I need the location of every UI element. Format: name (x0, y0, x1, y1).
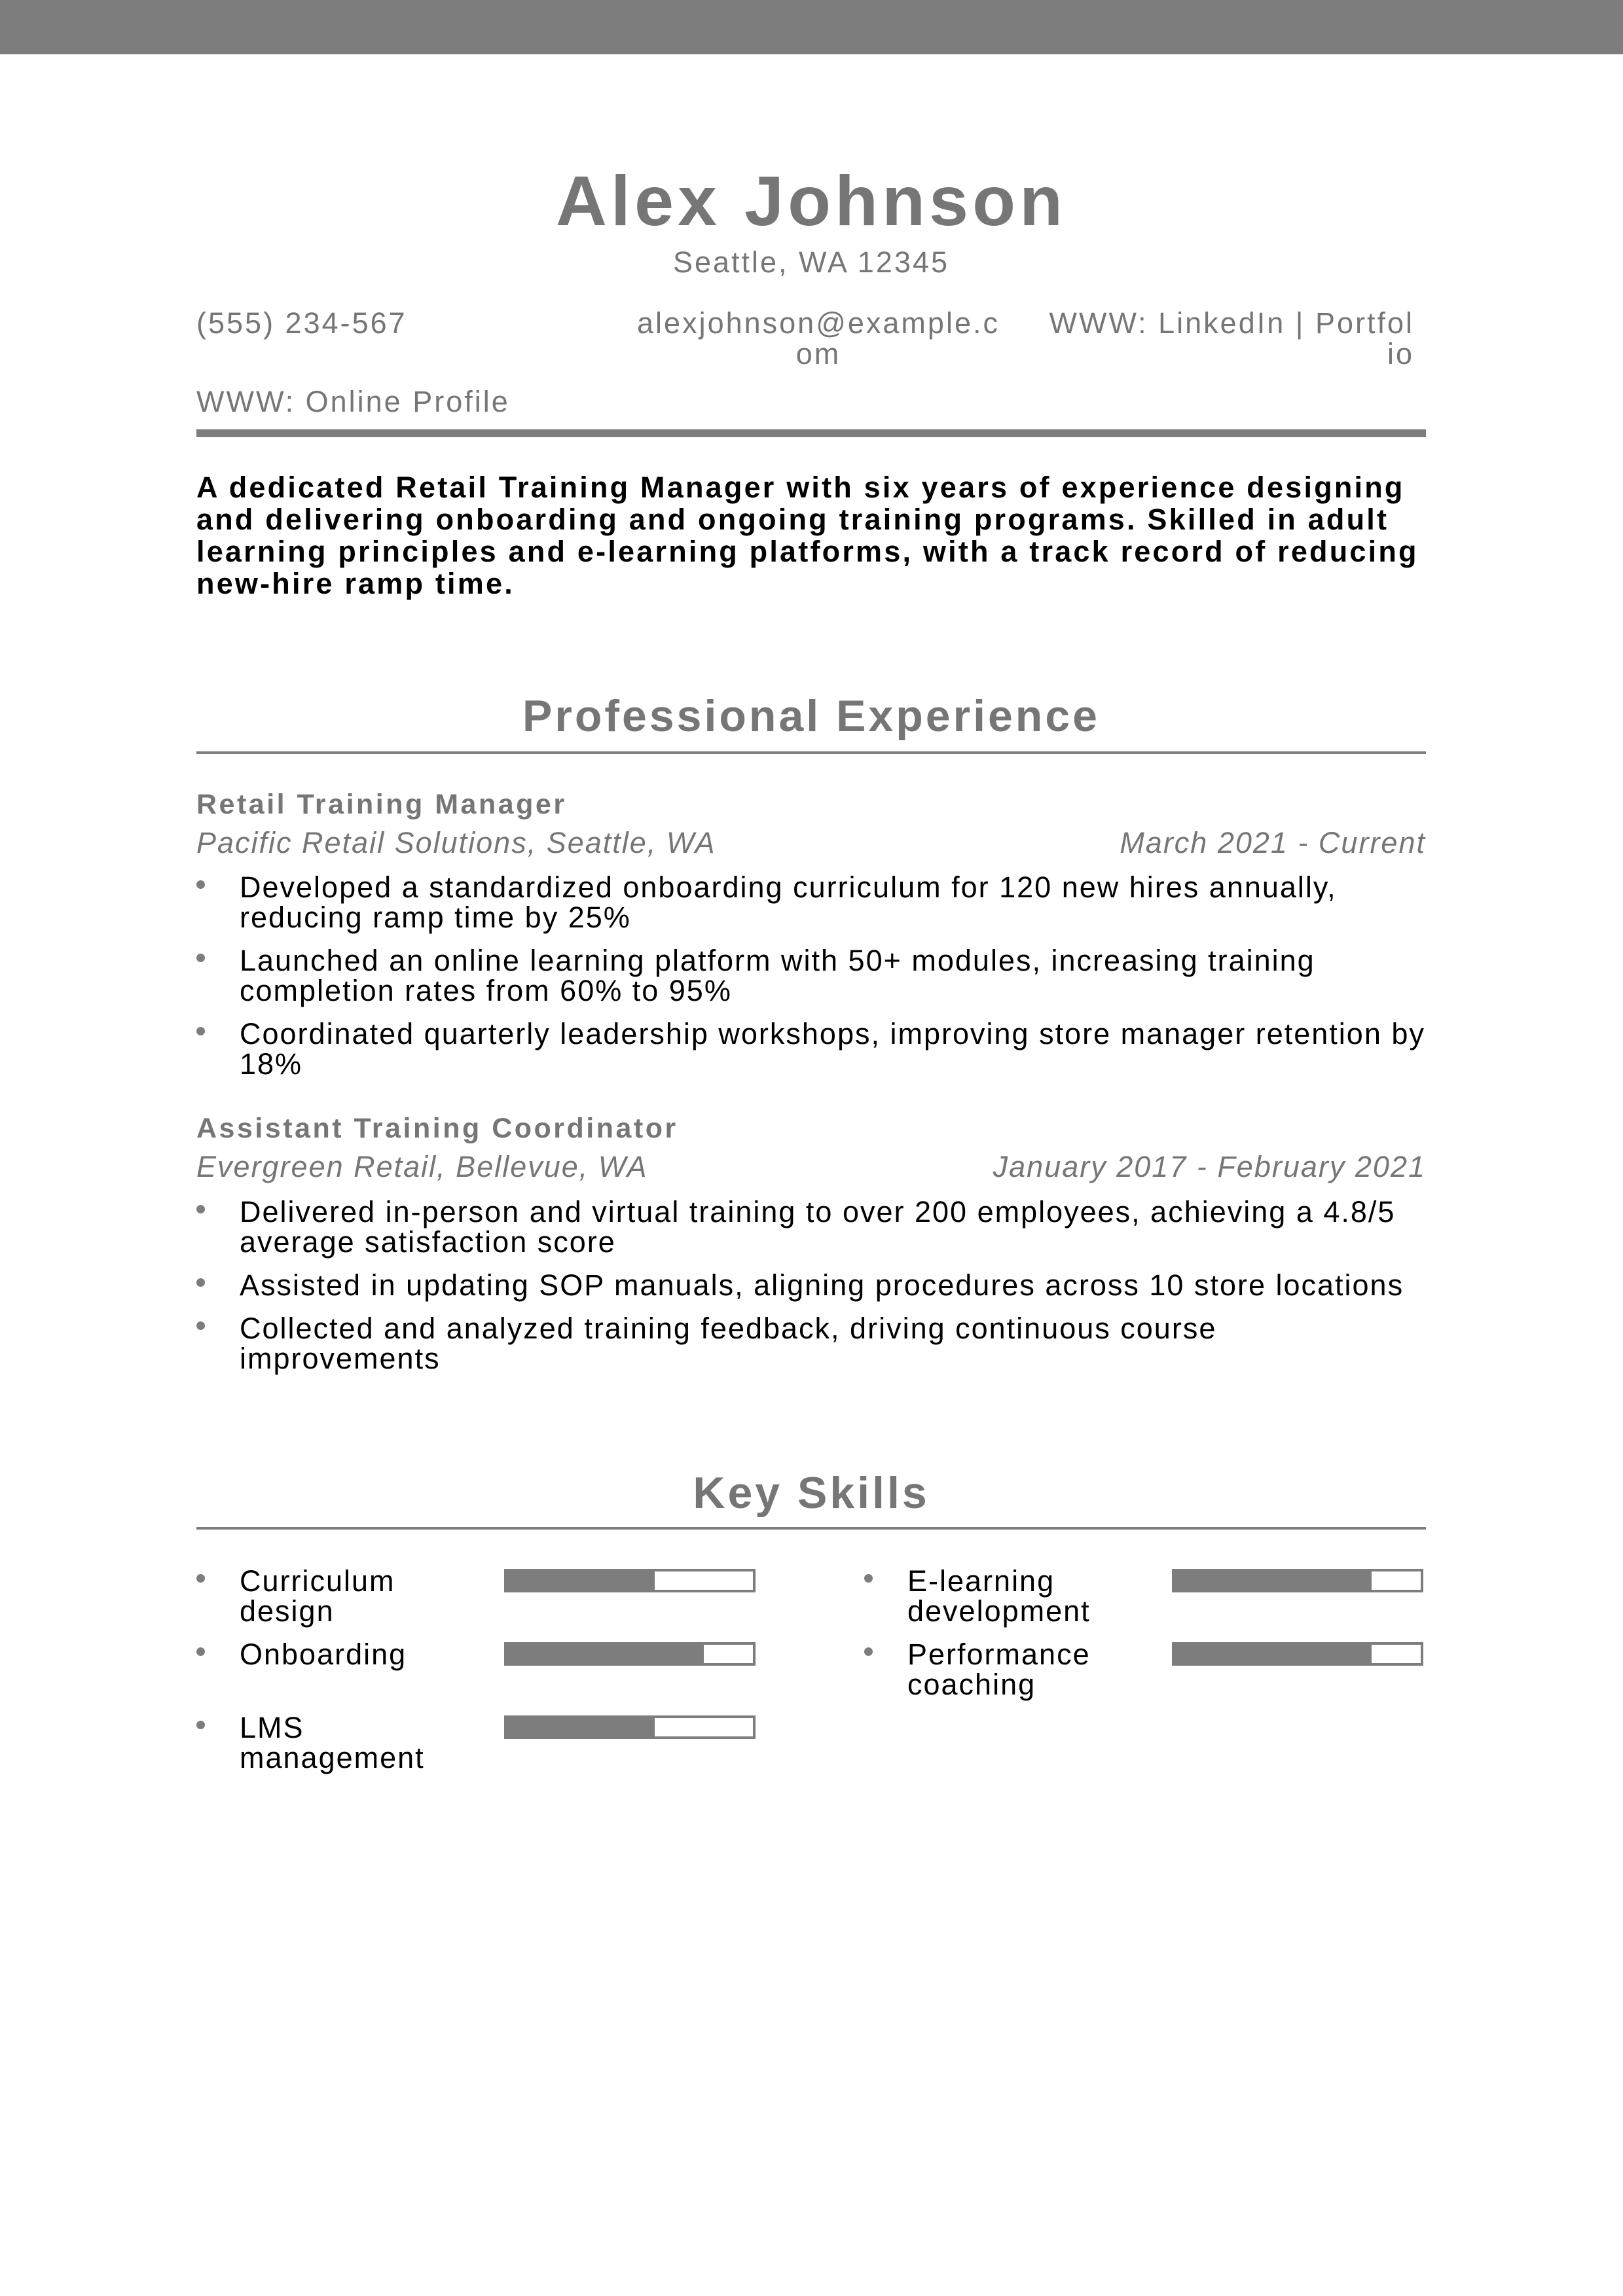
bullet-icon (196, 880, 205, 889)
bullet-icon (196, 1574, 205, 1583)
job-bullet-text: Developed a standardized onboarding curriculum for 120 new hires annually, reducing ramp time by 25% (240, 870, 1337, 934)
job-title: Assistant Training Coordinator (196, 1113, 678, 1144)
skill-level-fill (507, 1571, 655, 1590)
bullet-icon (196, 1721, 205, 1729)
header-divider (196, 429, 1426, 437)
skill-level-fill (507, 1645, 704, 1663)
skill-item (196, 1566, 786, 1632)
contact-links[interactable]: WWW: LinkedIn | Portfolio (1049, 306, 1414, 370)
job-company: Pacific Retail Solutions, Seattle, WA (196, 826, 716, 859)
bullet-icon (196, 954, 205, 962)
experience-section-title: Professional Experience (522, 691, 1100, 741)
bullet-icon (196, 1321, 205, 1330)
job-company: Evergreen Retail, Bellevue, WA (196, 1150, 648, 1183)
job-bullet (196, 1019, 1426, 1079)
job-dates: March 2021 - Current (1120, 826, 1426, 859)
job-bullet (196, 1197, 1426, 1257)
contact-online-profile[interactable]: WWW: Online Profile (196, 385, 510, 418)
skills-section-divider (196, 1527, 1426, 1530)
skill-label: Curriculum design (240, 1564, 395, 1628)
professional-summary: A dedicated Retail Training Manager with six years of experience designing and delivering onboarding and ongoing training programs. Skilled in adult learning principles and e-learning platforms, with a track record of reducing new-hire ramp time. (196, 471, 1419, 600)
bullet-icon (864, 1574, 873, 1583)
skill-label: Performance coaching (907, 1638, 1091, 1701)
skill-label: Onboarding (240, 1638, 407, 1671)
job-bullets (196, 1197, 1426, 1387)
skill-level-fill (507, 1718, 655, 1736)
bullet-icon (864, 1647, 873, 1656)
skill-level-fill (1175, 1645, 1372, 1663)
skill-item (196, 1713, 786, 1778)
bullet-icon (196, 1027, 205, 1035)
skill-item (196, 1640, 786, 1705)
job-bullet (196, 872, 1426, 933)
job-bullet (196, 1270, 1426, 1300)
skill-label: E-learning development (907, 1564, 1091, 1628)
experience-section-divider (196, 751, 1426, 754)
bullet-icon (196, 1205, 205, 1213)
skill-level-bar (504, 1642, 756, 1666)
skill-item (864, 1566, 1453, 1632)
skills-section-title: Key Skills (693, 1468, 930, 1518)
skill-label: LMS management (240, 1711, 425, 1774)
candidate-address: Seattle, WA 12345 (672, 245, 950, 279)
skill-level-bar (1172, 1642, 1423, 1666)
top-header-bar (0, 0, 1623, 54)
contact-email[interactable]: alexjohnson@example.com (637, 306, 1000, 370)
job-bullet (196, 1314, 1426, 1374)
contact-row (196, 308, 1426, 380)
skill-item (864, 1640, 1453, 1705)
job-dates: January 2017 - February 2021 (993, 1150, 1426, 1183)
skill-level-bar (504, 1715, 756, 1739)
job-bullet-text: Delivered in-person and virtual training to over 200 employees, achieving a 4.8/5 average satisfaction score (240, 1195, 1396, 1259)
candidate-name: Alex Johnson (555, 161, 1067, 240)
skill-level-fill (1175, 1571, 1372, 1590)
skill-level-bar (504, 1569, 756, 1592)
job-bullet-text: Collected and analyzed training feedback, driving continuous course improvements (240, 1312, 1217, 1375)
bullet-icon (196, 1278, 205, 1287)
job-bullet-text: Assisted in updating SOP manuals, aligning procedures across 10 store locations (240, 1268, 1404, 1302)
job-bullet-text: Launched an online learning platform with 50+ modules, increasing training completion rates from 60% to 95% (240, 944, 1315, 1007)
job-bullet-text: Coordinated quarterly leadership workshops, improving store manager retention by 18% (240, 1017, 1425, 1081)
job-bullets (196, 872, 1426, 1092)
skill-level-bar (1172, 1569, 1423, 1592)
job-title: Retail Training Manager (196, 789, 567, 820)
contact-phone: (555) 234-567 (196, 306, 407, 340)
job-bullet (196, 946, 1426, 1006)
bullet-icon (196, 1647, 205, 1656)
